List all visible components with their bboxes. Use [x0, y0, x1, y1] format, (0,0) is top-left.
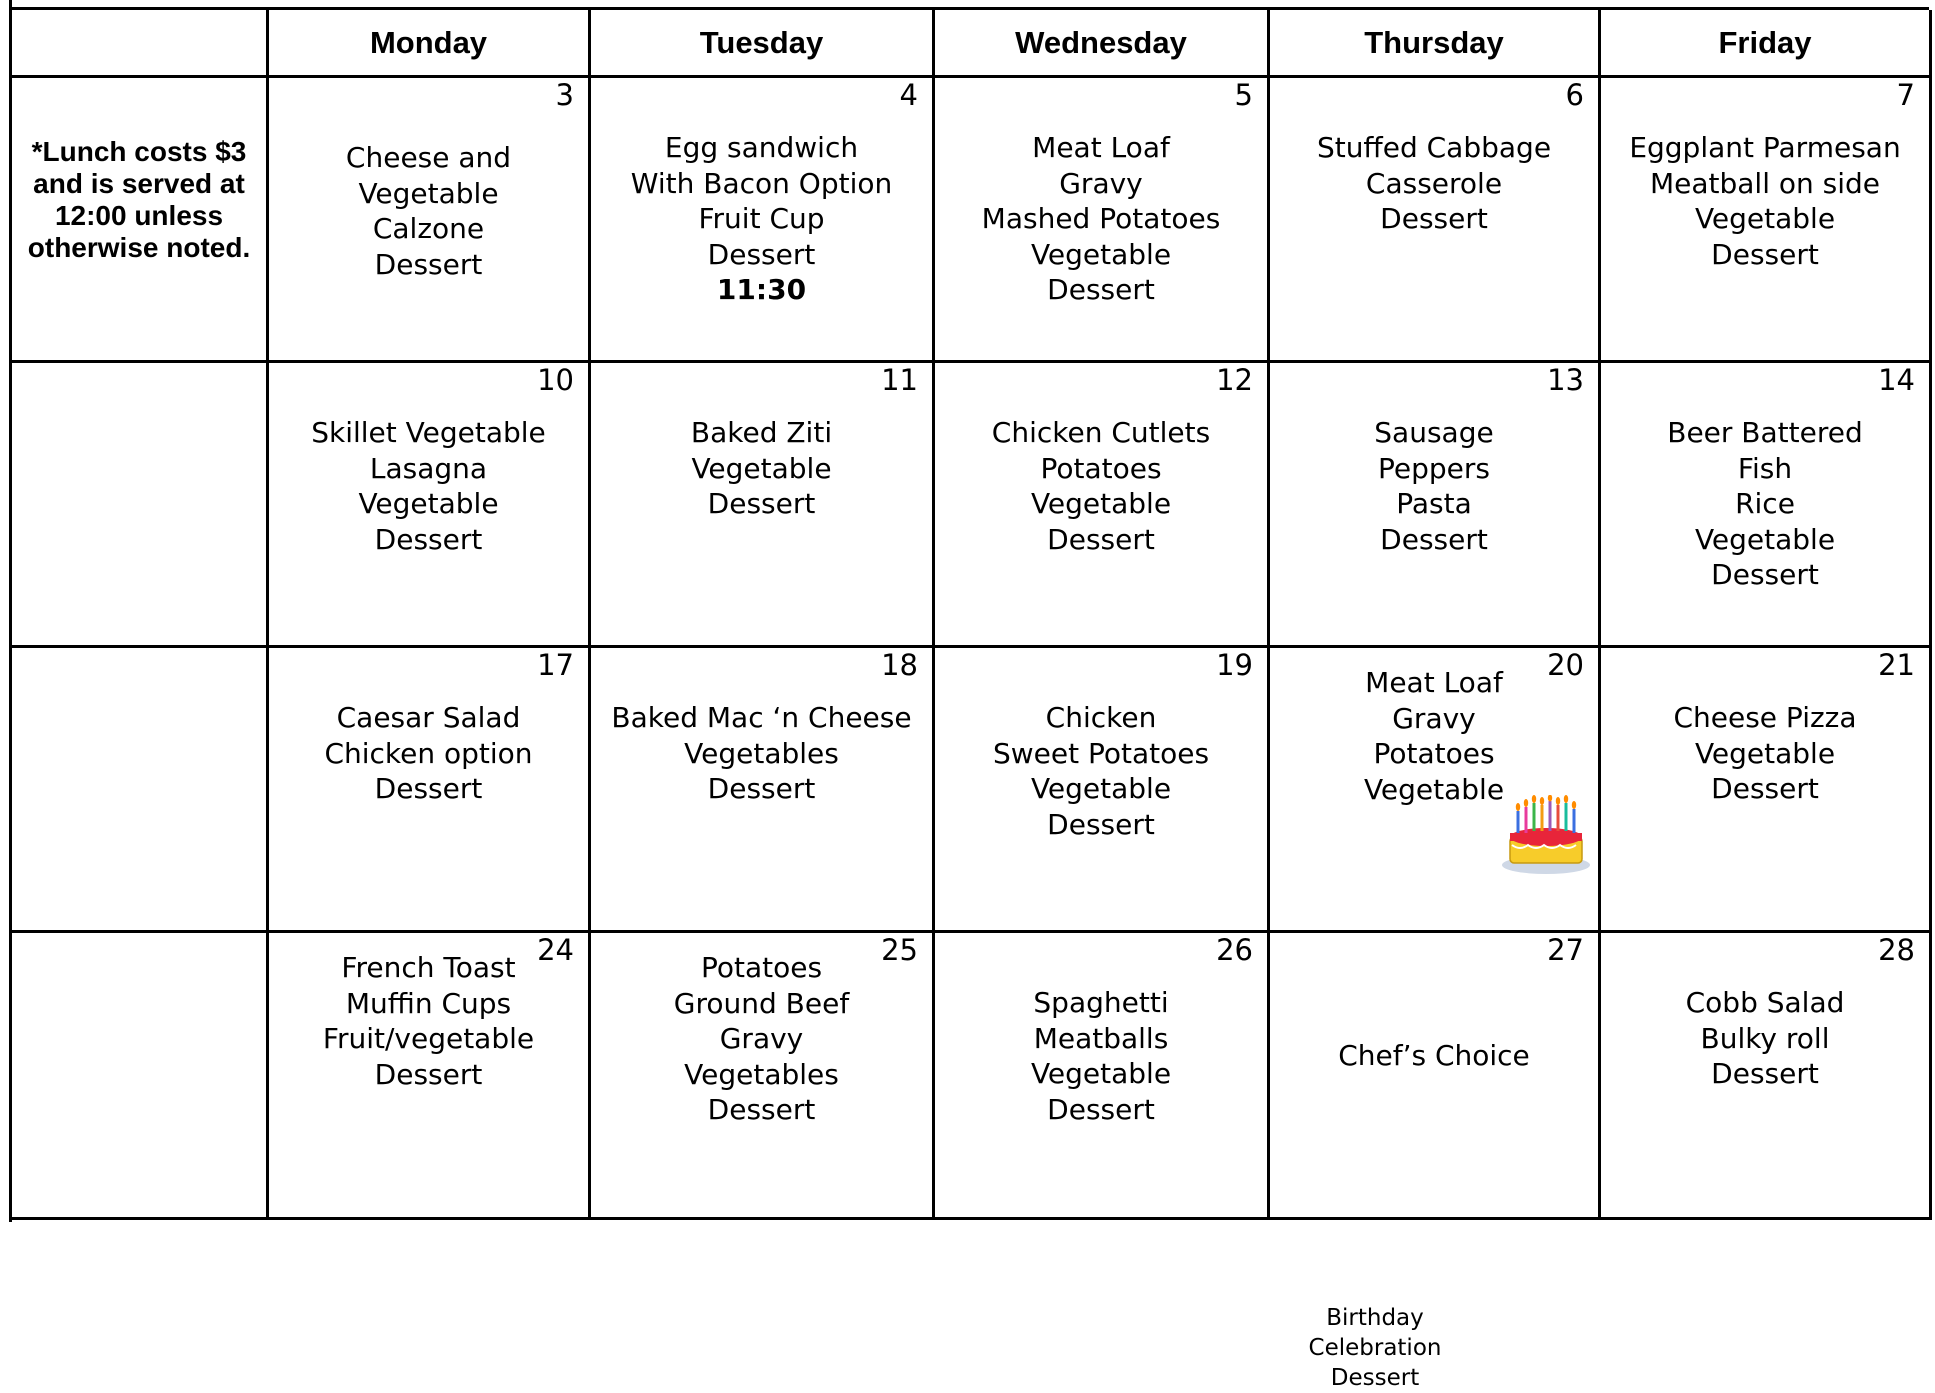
- day-cell: [1601, 363, 1932, 648]
- day-cell: [1270, 78, 1601, 363]
- menu-item: Ground Beef: [673, 986, 850, 1020]
- menu-items: [269, 700, 588, 807]
- date-number: 21: [1878, 648, 1915, 682]
- menu-items: [935, 700, 1267, 842]
- menu-items: [591, 700, 932, 807]
- menu-item: Gravy: [1059, 166, 1143, 200]
- menu-item: Vegetable: [1694, 522, 1836, 556]
- day-cell: [591, 363, 935, 648]
- menu-item: Baked Mac ‘n Cheese: [611, 701, 912, 734]
- menu-item: Dessert: [1711, 1057, 1819, 1090]
- menu-item: Gravy: [719, 1022, 804, 1055]
- side-cell: [12, 363, 269, 648]
- lunch-note: [12, 136, 266, 264]
- menu-items: [269, 140, 588, 282]
- day-cell: [269, 648, 591, 933]
- day-cell: [935, 78, 1270, 363]
- menu-item: Chicken: [1045, 701, 1157, 734]
- header-monday: Monday: [269, 10, 591, 78]
- serving-time: 11:30: [716, 273, 807, 306]
- menu-items: [935, 415, 1267, 557]
- menu-item: Eggplant Parmesan: [1629, 131, 1901, 164]
- menu-item: Casserole: [1365, 166, 1503, 200]
- day-cell: [935, 933, 1270, 1220]
- header-wednesday: Wednesday: [935, 10, 1270, 78]
- menu-item: Potatoes: [1040, 451, 1162, 485]
- menu-item: Vegetable: [358, 176, 499, 210]
- menu-item: Lasagna: [369, 451, 488, 485]
- menu-item: Dessert: [1711, 772, 1819, 805]
- menu-item: Vegetable: [358, 487, 499, 520]
- menu-item: Sweet Potatoes: [992, 736, 1210, 770]
- menu-items: [1601, 415, 1929, 593]
- menu-item: Vegetable: [1694, 736, 1836, 770]
- menu-item: Meatballs: [1033, 1021, 1169, 1055]
- date-number: 26: [1216, 933, 1253, 967]
- side-cell: [12, 933, 269, 1220]
- menu-item: Bulky roll: [1700, 1021, 1830, 1055]
- day-cell: [1270, 363, 1601, 648]
- note-cell: [12, 78, 269, 363]
- date-number: 19: [1216, 648, 1253, 682]
- menu-item: Gravy: [1392, 701, 1476, 735]
- day-cell: [935, 648, 1270, 933]
- note-line: and is served at: [33, 168, 245, 199]
- menu-item: Egg sandwich: [664, 131, 859, 164]
- header-tuesday: Tuesday: [591, 10, 935, 78]
- menu-item: Caesar Salad: [336, 701, 521, 734]
- menu-item: Fish: [1737, 451, 1793, 485]
- date-number: 10: [537, 363, 574, 397]
- menu-item: Vegetables: [684, 736, 839, 770]
- menu-items: [1601, 985, 1929, 1092]
- menu-item: Dessert: [374, 1057, 483, 1091]
- menu-item: Skillet Vegetable: [311, 416, 546, 449]
- birthday-celebration-note: [1290, 1303, 1460, 1393]
- menu-item: Spaghetti: [1033, 986, 1169, 1019]
- menu-item: Vegetable: [1030, 487, 1172, 520]
- menu-item: Meatball on side: [1649, 166, 1881, 200]
- menu-item: Rice: [1735, 487, 1795, 520]
- menu-items: [935, 985, 1267, 1127]
- day-cell: [1601, 648, 1932, 933]
- day-cell: [591, 78, 935, 363]
- menu-item: Vegetable: [1363, 772, 1505, 806]
- day-cell: [591, 933, 935, 1220]
- menu-item: Peppers: [1378, 451, 1490, 485]
- menu-items: [269, 415, 588, 557]
- menu-item: Cheese and: [345, 141, 512, 174]
- date-number: 14: [1878, 363, 1915, 397]
- menu-item: Mashed Potatoes: [981, 202, 1221, 235]
- birthday-line: Celebration: [1308, 1335, 1442, 1361]
- menu-item: Potatoes: [1373, 737, 1495, 770]
- date-number: 11: [881, 363, 918, 397]
- birthday-line: Dessert: [1330, 1365, 1420, 1391]
- menu-item: Dessert: [1380, 202, 1488, 235]
- date-number: 13: [1547, 363, 1584, 397]
- menu-item: Dessert: [1047, 522, 1155, 556]
- date-number: 17: [537, 648, 574, 682]
- menu-item: Stuffed Cabbage: [1316, 131, 1552, 164]
- menu-items: [1270, 130, 1598, 237]
- menu-items: [1270, 1038, 1598, 1074]
- menu-item: Baked Ziti: [690, 416, 833, 449]
- day-cell: [1601, 78, 1932, 363]
- menu-item: Pasta: [1396, 487, 1472, 520]
- menu-items: [1601, 130, 1929, 272]
- menu-item: Dessert: [1380, 522, 1488, 556]
- header-thursday: Thursday: [1270, 10, 1601, 78]
- date-number: 27: [1547, 933, 1584, 967]
- menu-item: Dessert: [1047, 1092, 1155, 1126]
- menu-items: [269, 950, 588, 1092]
- menu-items: [1601, 700, 1929, 807]
- date-number: 4: [899, 78, 918, 112]
- menu-item: Meat Loaf: [1032, 131, 1170, 164]
- lunch-calendar: [9, 7, 1929, 1391]
- menu-item: Vegetable: [1030, 237, 1172, 271]
- menu-item: French Toast: [341, 951, 516, 984]
- menu-item: Dessert: [1711, 558, 1819, 591]
- date-number: 5: [1234, 78, 1253, 112]
- menu-item: Dessert: [374, 522, 483, 556]
- date-number: 24: [537, 933, 574, 967]
- date-number: 25: [881, 933, 918, 967]
- date-number: 6: [1565, 78, 1584, 112]
- header-friday: Friday: [1601, 10, 1932, 78]
- menu-item: Chicken Cutlets: [991, 416, 1211, 449]
- menu-items: [935, 130, 1267, 308]
- menu-item: Vegetable: [1694, 202, 1836, 235]
- menu-item: Dessert: [707, 772, 816, 805]
- menu-items: [591, 130, 932, 308]
- menu-item: Vegetable: [691, 451, 832, 485]
- menu-item: Vegetables: [684, 1057, 839, 1091]
- day-cell: [935, 363, 1270, 648]
- menu-item: Sausage: [1374, 416, 1494, 449]
- day-cell: [269, 933, 591, 1220]
- menu-item: Dessert: [374, 772, 483, 805]
- menu-item: Cheese Pizza: [1673, 701, 1857, 734]
- menu-item: Vegetable: [1030, 1057, 1172, 1090]
- date-number: 20: [1547, 648, 1584, 682]
- menu-item: Dessert: [707, 237, 816, 271]
- menu-item: Dessert: [1047, 273, 1155, 306]
- menu-item: Fruit Cup: [698, 202, 825, 235]
- menu-item: Chef’s Choice: [1338, 1039, 1530, 1072]
- corner-cell: [12, 10, 269, 78]
- menu-item: Chicken option: [324, 736, 533, 770]
- birthday-cake-icon: [1500, 795, 1592, 877]
- birthday-line: Birthday: [1326, 1305, 1424, 1331]
- menu-items: [1270, 415, 1598, 557]
- menu-item: Beer Battered: [1667, 416, 1863, 449]
- date-number: 12: [1216, 363, 1253, 397]
- menu-items: [1270, 665, 1598, 807]
- menu-item: Calzone: [372, 212, 485, 245]
- note-line: 12:00 unless: [54, 200, 224, 231]
- menu-items: [591, 950, 932, 1128]
- date-number: 18: [881, 648, 918, 682]
- note-line: *Lunch costs $3: [31, 136, 247, 167]
- menu-item: With Bacon Option: [630, 166, 893, 200]
- menu-item: Meat Loaf: [1365, 666, 1503, 699]
- note-line: otherwise noted.: [27, 232, 251, 263]
- date-number: 3: [555, 78, 574, 112]
- day-cell: [269, 78, 591, 363]
- date-number: 7: [1896, 78, 1915, 112]
- day-cell: [1270, 933, 1601, 1220]
- menu-item: Fruit/vegetable: [322, 1022, 535, 1055]
- menu-item: Dessert: [707, 487, 816, 520]
- menu-item: Vegetable: [1030, 772, 1172, 805]
- menu-item: Dessert: [374, 247, 483, 281]
- side-cell: [12, 648, 269, 933]
- menu-items: [591, 415, 932, 522]
- menu-item: Cobb Salad: [1685, 986, 1845, 1019]
- day-cell: [1601, 933, 1932, 1220]
- date-number: 28: [1878, 933, 1915, 967]
- menu-item: Muffin Cups: [345, 986, 512, 1020]
- menu-item: Dessert: [707, 1093, 816, 1126]
- menu-item: Dessert: [1711, 237, 1819, 271]
- menu-item: Potatoes: [700, 951, 823, 984]
- day-cell: [269, 363, 591, 648]
- day-cell: [591, 648, 935, 933]
- menu-item: Dessert: [1047, 807, 1155, 841]
